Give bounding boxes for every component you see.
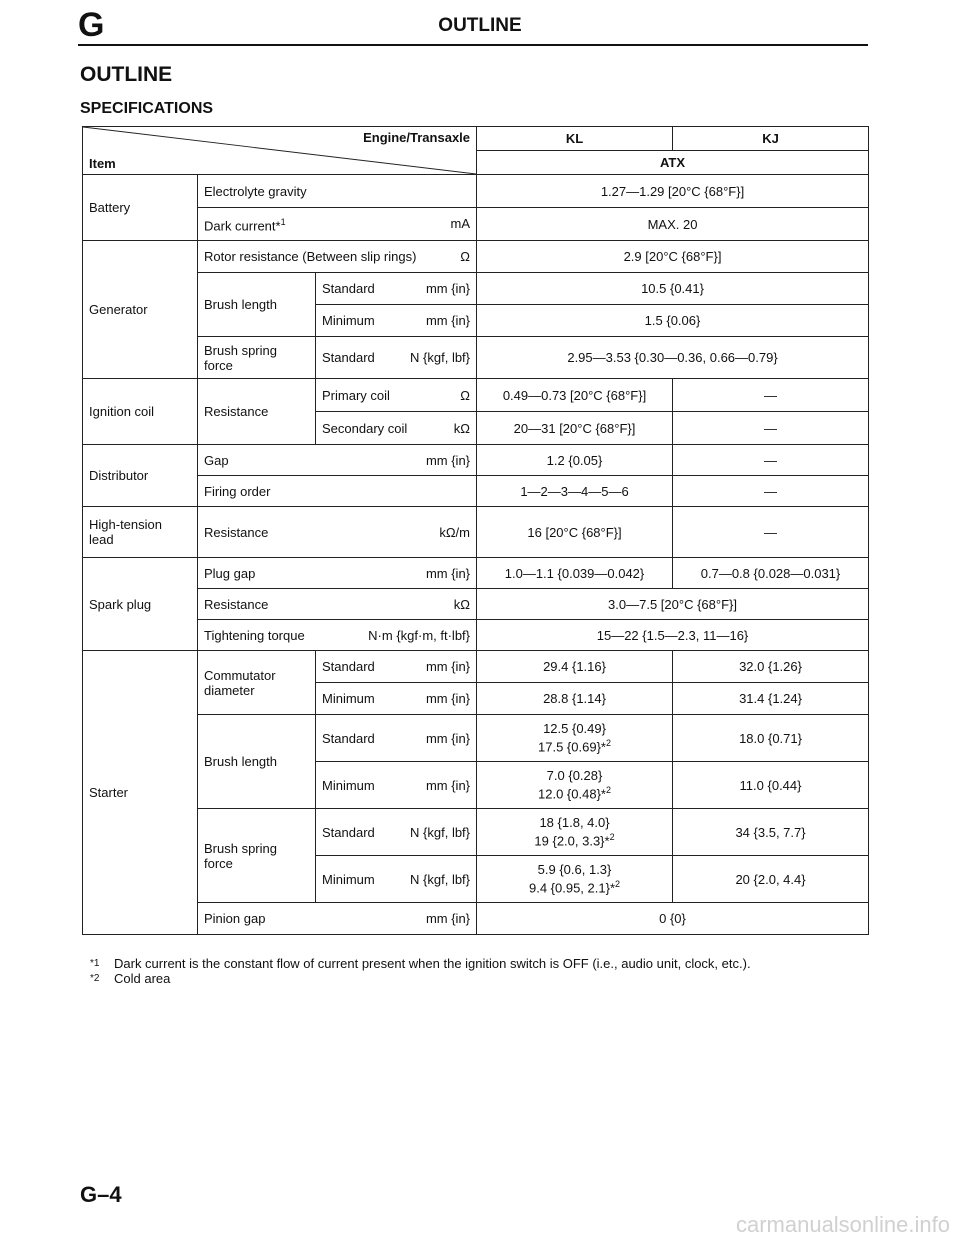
- pinion-gap-cell: [198, 903, 477, 935]
- footnote-2: [90, 971, 751, 986]
- gen-spring-sub: Standard: [322, 350, 375, 365]
- column-header-atx: ATX: [477, 151, 869, 175]
- comm-minimum-cell: [316, 683, 477, 715]
- plug-gap-label: Plug gap: [204, 565, 256, 581]
- footnotes: [90, 956, 751, 986]
- bl-standard-kl-2: 17.5 {0.69}*: [538, 739, 606, 755]
- section-subheading: SPECIFICATIONS: [80, 100, 214, 117]
- dark-current-sup: 1: [280, 216, 286, 227]
- page-number: G–4: [80, 1182, 122, 1207]
- bl-standard-kl-1: 12.5 {0.49}: [543, 721, 606, 737]
- item-label: Item: [89, 156, 116, 171]
- sp-minimum-sup: 2: [615, 879, 621, 890]
- sp-minimum-kj: 20 {2.0, 4.4}: [673, 856, 869, 903]
- table-row: [83, 715, 869, 762]
- distributor-gap-kl: 1.2 {0.05}: [477, 445, 673, 476]
- watermark: carmanualsonline.info: [735, 1212, 950, 1237]
- bl-minimum-unit: mm {in}: [425, 777, 471, 793]
- firing-order-label: Firing order: [198, 476, 477, 507]
- tightening-torque-label: Tightening torque: [204, 627, 305, 643]
- table-row: [83, 208, 869, 241]
- secondary-coil-kl: 20—31 [20°C {68°F}]: [477, 412, 673, 445]
- distributor-gap-cell: [198, 445, 477, 476]
- dark-current-unit: mA: [450, 216, 471, 232]
- comm-minimum-kl: 28.8 {1.14}: [477, 683, 673, 715]
- table-row: [83, 241, 869, 273]
- pinion-gap-unit: mm {in}: [425, 911, 471, 926]
- high-tension-kj: —: [673, 507, 869, 558]
- table-row: [83, 620, 869, 651]
- primary-coil-cell: [316, 379, 477, 412]
- gen-spring-unit: N {kgf, lbf}: [410, 350, 471, 365]
- comm-standard-kl: 29.4 {1.16}: [477, 651, 673, 683]
- comm-standard-kj: 32.0 {1.26}: [673, 651, 869, 683]
- sp-standard-cell: [316, 809, 477, 856]
- spark-plug-label: Spark plug: [83, 558, 198, 651]
- plug-gap-kl: 1.0—1.1 {0.039—0.042}: [477, 558, 673, 589]
- bl-minimum-cell: [316, 762, 477, 809]
- bl-standard-kj: 18.0 {0.71}: [673, 715, 869, 762]
- comm-minimum-unit: mm {in}: [425, 691, 471, 706]
- pinion-gap-value: 0 {0}: [477, 903, 869, 935]
- gen-minimum-unit: mm {in}: [425, 313, 471, 328]
- st-spring-label-1: Brush spring: [204, 840, 277, 856]
- table-row: [83, 507, 869, 558]
- sp-standard-sup: 2: [609, 832, 615, 843]
- sp-minimum-unit: N {kgf, lbf}: [410, 871, 471, 887]
- comm-standard-label: Standard: [322, 659, 375, 674]
- gen-standard-cell: [316, 273, 477, 305]
- dark-current-value: MAX. 20: [477, 208, 869, 241]
- comm-standard-cell: [316, 651, 477, 683]
- secondary-coil-unit: kΩ: [453, 420, 471, 436]
- plug-resistance-cell: [198, 589, 477, 620]
- bl-standard-unit: mm {in}: [425, 730, 471, 746]
- sp-standard-label: Standard: [322, 824, 375, 840]
- comm-minimum-kj: 31.4 {1.24}: [673, 683, 869, 715]
- commutator-label-cell: [198, 651, 316, 715]
- electrolyte-gravity-label: Electrolyte gravity: [198, 175, 477, 208]
- high-tension-label-cell: [83, 507, 198, 558]
- generator-label: Generator: [83, 241, 198, 379]
- primary-coil-unit: Ω: [460, 387, 471, 403]
- gen-spring-label-1: Brush spring: [204, 342, 277, 358]
- bl-standard-kl: [477, 715, 673, 762]
- bl-minimum-label: Minimum: [322, 777, 375, 793]
- column-header-kl: KL: [477, 127, 673, 151]
- secondary-coil-label: Secondary coil: [322, 420, 408, 436]
- footnote-2-text: Cold area: [114, 971, 171, 986]
- st-spring-label-cell: [198, 809, 316, 903]
- page-header-title: OUTLINE: [438, 15, 522, 36]
- dark-current-cell: [198, 208, 477, 241]
- gen-spring-label-2: force: [204, 357, 233, 373]
- plug-gap-unit: mm {in}: [425, 565, 471, 581]
- gen-minimum-label: Minimum: [322, 313, 375, 328]
- footnote-1: [90, 956, 751, 971]
- high-tension-label-1: High-tension: [89, 517, 162, 532]
- bl-minimum-sup: 2: [605, 785, 611, 796]
- plug-resistance-unit: kΩ: [453, 596, 471, 612]
- table-corner-cell: [83, 127, 477, 175]
- bl-minimum-kl-1: 7.0 {0.28}: [546, 768, 603, 784]
- rotor-resistance-cell: [198, 241, 477, 273]
- footnote-1-text: Dark current is the constant flow of current present when the ignition switch is OFF (i.e., audio unit, clock, etc.).: [114, 956, 751, 971]
- sp-minimum-label: Minimum: [322, 871, 375, 887]
- starter-label: Starter: [83, 651, 198, 935]
- plug-resistance-label: Resistance: [204, 596, 269, 612]
- comm-minimum-label: Minimum: [322, 691, 375, 706]
- table-row: [83, 903, 869, 935]
- dark-current-label: Dark current*: [204, 218, 281, 234]
- table-row: [83, 379, 869, 412]
- sp-minimum-kl-2: 9.4 {0.95, 2.1}*: [528, 880, 616, 896]
- bl-minimum-kj: 11.0 {0.44}: [673, 762, 869, 809]
- gen-standard-unit: mm {in}: [425, 281, 471, 296]
- bl-standard-sup: 2: [605, 738, 611, 749]
- tightening-torque-value: 15—22 {1.5—2.3, 11—16}: [477, 620, 869, 651]
- table-row: [83, 476, 869, 507]
- sp-standard-kj: 34 {3.5, 7.7}: [673, 809, 869, 856]
- sp-standard-kl-2: 19 {2.0, 3.3}*: [534, 833, 610, 849]
- rotor-resistance-unit: Ω: [460, 249, 471, 264]
- bl-standard-cell: [316, 715, 477, 762]
- sp-standard-kl: [477, 809, 673, 856]
- gen-spring-cell: [316, 337, 477, 379]
- electrolyte-gravity-value: 1.27—1.29 [20°C {68°F}]: [477, 175, 869, 208]
- bl-minimum-kl-2: 12.0 {0.48}*: [538, 786, 606, 802]
- sp-standard-kl-1: 18 {1.8, 4.0}: [539, 815, 610, 831]
- high-tension-resistance-label: Resistance: [204, 524, 269, 540]
- sp-minimum-cell: [316, 856, 477, 903]
- table-row: [83, 175, 869, 208]
- gen-brush-length-label: Brush length: [198, 273, 316, 337]
- gen-standard-value: 10.5 {0.41}: [477, 273, 869, 305]
- battery-label: Battery: [83, 175, 198, 241]
- column-header-kj: KJ: [673, 127, 869, 151]
- firing-order-kl: 1—2—3—4—5—6: [477, 476, 673, 507]
- ignition-coil-label: Ignition coil: [83, 379, 198, 445]
- sp-minimum-kl: [477, 856, 673, 903]
- engine-transaxle-label: Engine/Transaxle: [363, 130, 471, 145]
- footnote-2-mark: *2: [90, 973, 100, 984]
- commutator-label-2: diameter: [204, 682, 255, 698]
- comm-standard-unit: mm {in}: [425, 659, 471, 674]
- plug-gap-kj: 0.7—0.8 {0.028—0.031}: [673, 558, 869, 589]
- table-row: [83, 809, 869, 856]
- secondary-coil-cell: [316, 412, 477, 445]
- high-tension-kl: 16 [20°C {68°F}]: [477, 507, 673, 558]
- rotor-resistance-label: Rotor resistance (Between slip rings): [204, 249, 417, 264]
- header-rule: [78, 44, 868, 46]
- plug-gap-cell: [198, 558, 477, 589]
- gen-minimum-value: 1.5 {0.06}: [477, 305, 869, 337]
- high-tension-resistance-cell: [198, 507, 477, 558]
- distributor-gap-kj: —: [673, 445, 869, 476]
- sp-minimum-kl-1: 5.9 {0.6, 1.3}: [537, 862, 612, 878]
- table-row: [83, 337, 869, 379]
- distributor-gap-label: Gap: [204, 452, 229, 468]
- table-row: [83, 589, 869, 620]
- gen-spring-value: 2.95—3.53 {0.30—0.36, 0.66—0.79}: [477, 337, 869, 379]
- ignition-resistance-label: Resistance: [198, 379, 316, 445]
- table-row: [83, 273, 869, 305]
- tightening-torque-unit: N·m {kgf·m, ft·lbf}: [368, 627, 471, 643]
- secondary-coil-kj: —: [673, 412, 869, 445]
- table-row: [83, 558, 869, 589]
- plug-resistance-value: 3.0—7.5 [20°C {68°F}]: [477, 589, 869, 620]
- primary-coil-label: Primary coil: [322, 387, 390, 403]
- section-letter: G: [78, 6, 105, 44]
- bl-minimum-kl: [477, 762, 673, 809]
- table-row: [83, 445, 869, 476]
- sp-standard-unit: N {kgf, lbf}: [410, 824, 471, 840]
- distributor-label: Distributor: [83, 445, 198, 507]
- pinion-gap-label: Pinion gap: [204, 911, 266, 926]
- table-row: [83, 651, 869, 683]
- primary-coil-kj: —: [673, 379, 869, 412]
- footnote-1-mark: *1: [90, 958, 100, 969]
- bl-standard-label: Standard: [322, 730, 375, 746]
- section-heading: OUTLINE: [80, 63, 173, 86]
- high-tension-unit: kΩ/m: [439, 524, 471, 540]
- st-brush-length-label: Brush length: [198, 715, 316, 809]
- firing-order-kj: —: [673, 476, 869, 507]
- rotor-resistance-value: 2.9 [20°C {68°F}]: [477, 241, 869, 273]
- gen-spring-label-cell: [198, 337, 316, 379]
- gen-minimum-cell: [316, 305, 477, 337]
- commutator-label-1: Commutator: [204, 667, 276, 683]
- gen-standard-label: Standard: [322, 281, 375, 296]
- tightening-torque-cell: [198, 620, 477, 651]
- st-spring-label-2: force: [204, 855, 233, 871]
- specifications-table: [82, 126, 869, 935]
- distributor-gap-unit: mm {in}: [425, 452, 471, 468]
- primary-coil-kl: 0.49—0.73 [20°C {68°F}]: [477, 379, 673, 412]
- high-tension-label-2: lead: [89, 532, 114, 547]
